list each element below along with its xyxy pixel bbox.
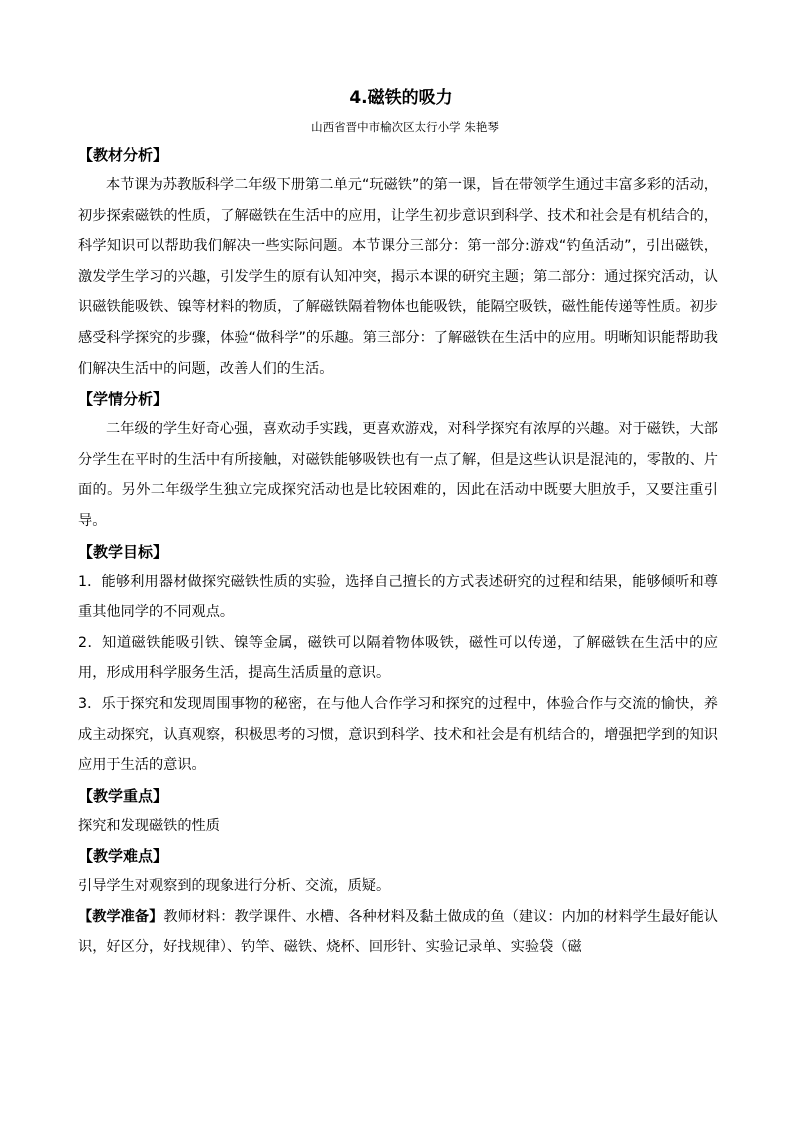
section-heading-analysis: 【教材分析】 — [78, 146, 169, 164]
section-heading-students: 【学情分析】 — [78, 390, 169, 409]
section-preparation — [78, 902, 718, 963]
section-heading-preparation: 【教学准备】 — [78, 908, 164, 925]
section-body-preparation: 教师材料：教学课件、水槽、各种材料及黏土做成的鱼（建议：内加的材料学生最好能认识，好区分，好找规律）、钓竿、磁铁、烧杯、回形针、实验记录单、实验袋（磁 — [78, 908, 718, 956]
section-heading-focus: 【教学重点】 — [78, 786, 169, 805]
section-body-analysis: 本节课为苏教版科学二年级下册第二单元“玩磁铁”的第一课，旨在带领学生通过丰富多彩的活动，初步探索磁铁的性质，了解磁铁在生活中的应用，让学生初步意识到科学、技术和社会是有机结合的，科学知识可以帮助我们解决一些实际问题。本节课分三部分：第一部分:游戏“钓鱼活动”，引出磁铁，激发学生学习的兴趣，引发学生的原有认知冲突，揭示本课的研究主题；第二部分：通过探究活动，认识磁铁能吸铁、镍等材料的物质，了解磁铁隔着物体也能吸铁，能隔空吸铁，磁性能传递等性质。初步感受科学探究的步骤，体验“做科学”的乐趣。第三部分：了解磁铁在生活中的应用。明晰知识能帮助我们解决生活中的问题，改善人们的生活。 — [78, 177, 718, 377]
goal-item-2: 2．知道磁铁能吸引铁、镍等金属，磁铁可以隔着物体吸铁，磁性可以传递，了解磁铁在生活中的应用，形成用科学服务生活，提高生活质量的意识。 — [78, 634, 718, 682]
goal-item-3: 3．乐于探究和发现周围事物的秘密，在与他人合作学习和探究的过程中，体验合作与交流的愉快，养成主动探究，认真观察，积极思考的习惯，意识到科学、技术和社会是有机结合的，增强把学到的知识应用于生活的意识。 — [78, 695, 718, 774]
document-title: 4.磁铁的吸力 — [349, 88, 453, 108]
section-body-focus: 探究和发现磁铁的性质 — [78, 817, 220, 834]
document-page — [78, 84, 718, 963]
section-heading-goals: 【教学目标】 — [78, 542, 169, 561]
section-body-students: 二年级的学生好奇心强，喜欢动手实践，更喜欢游戏，对科学探究有浓厚的兴趣。对于磁铁，大部分学生在平时的生活中有所接触，对磁铁能够吸铁也有一点了解，但是这些认识是混沌的，零散的、片面的。另外二年级学生独立完成探究活动也是比较困难的，因此在活动中既要大胆放手，又要注重引导。 — [78, 421, 718, 529]
author-line: 山西省晋中市榆次区太行小学 朱艳琴 — [311, 120, 499, 134]
section-body-difficulty: 引导学生对观察到的现象进行分析、交流，质疑。 — [78, 878, 391, 895]
section-heading-difficulty: 【教学难点】 — [78, 847, 169, 866]
goal-item-1: 1．能够利用器材做探究磁铁性质的实验，选择自己擅长的方式表述研究的过程和结果，能够倾听和尊重其他同学的不同观点。 — [78, 573, 718, 621]
